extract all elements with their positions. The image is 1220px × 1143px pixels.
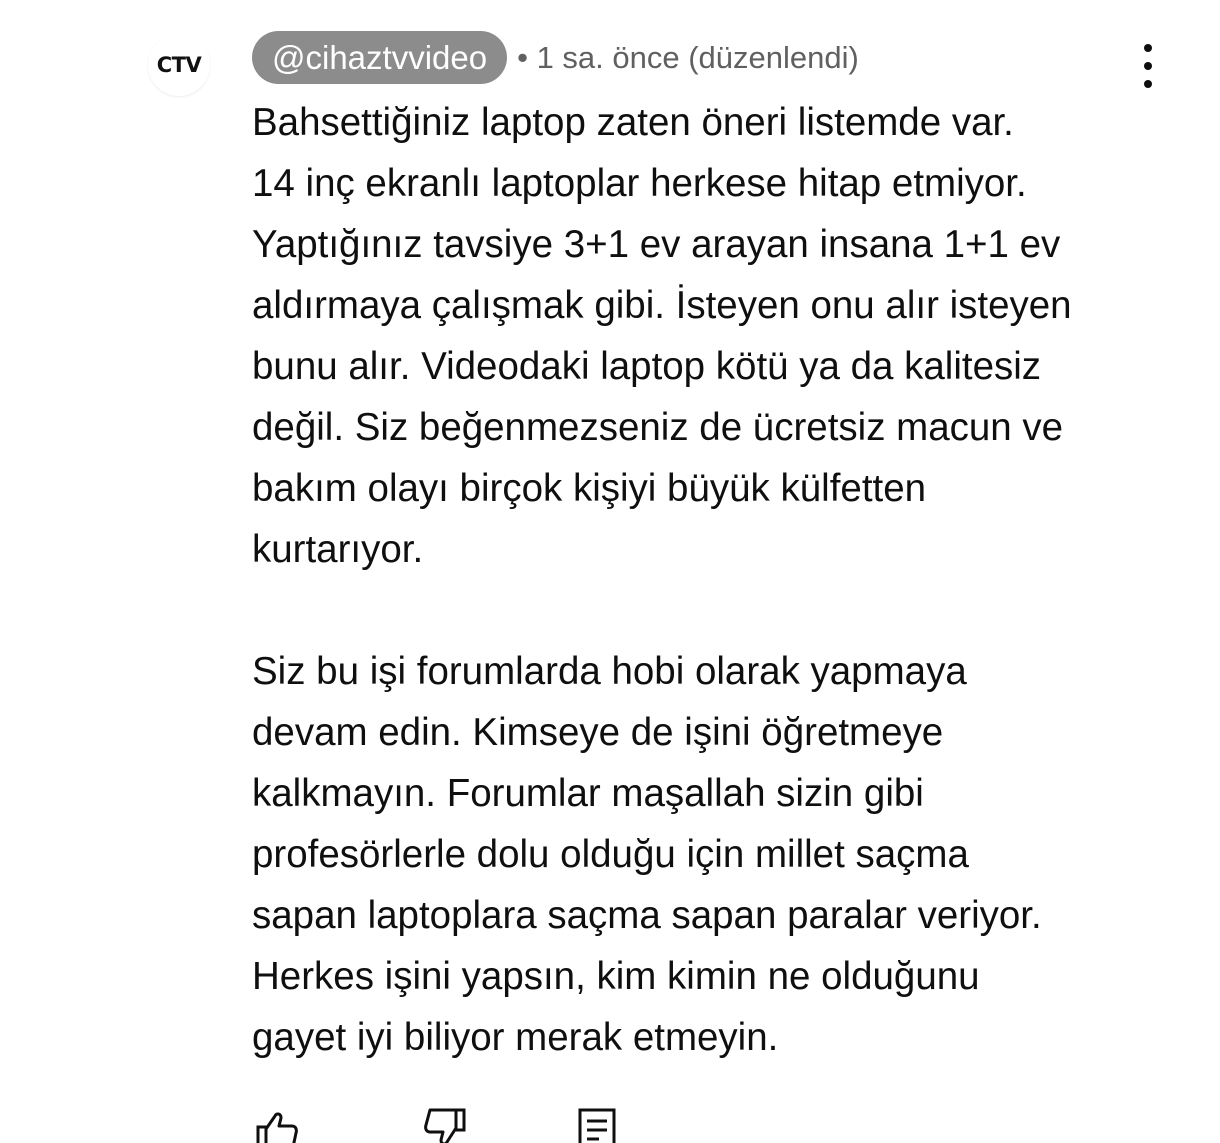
menu-dot — [1144, 62, 1152, 70]
thumb-down-icon — [422, 1108, 468, 1143]
comment-paragraph-1: Bahsettiğiniz laptop zaten öneri listemde var. 14 inç ekranlı laptoplar herkese hitap etmiyor. Yaptığınız tavsiye 3+1 ev arayan insana 1+1 ev aldırmaya çalışmak gibi. İsteyen onu alır isteyen bunu alır. Videodaki laptop kötü ya da kalitesiz değil. Siz beğenmezseniz de ücretsiz macun ve bakım olayı birçok kişiyi büyük külfetten kurtarıyor. — [252, 101, 1072, 571]
dislike-button[interactable] — [422, 1108, 468, 1143]
comment-actions — [254, 1108, 620, 1143]
comment-paragraph-2: Siz bu işi forumlarda hobi olarak yapmaya devam edin. Kimseye de işini öğretmeye kalkmayın. Forumlar maşallah sizin gibi profesörlerle dolu olduğu için millet saçma sapan laptoplara saçma sapan paralar veriyor. Herkes işini yapsın, kim kimin ne olduğunu gayet iyi biliyor merak etmeyin. — [252, 650, 1042, 1059]
menu-dot — [1144, 80, 1152, 88]
reply-button[interactable] — [574, 1108, 620, 1143]
menu-dot — [1144, 44, 1152, 52]
comment-header — [252, 31, 859, 84]
thumb-up-icon — [254, 1108, 300, 1143]
like-button[interactable] — [254, 1108, 300, 1143]
comment-timestamp: • 1 sa. önce (düzenlendi) — [517, 39, 859, 75]
more-options-icon[interactable] — [1128, 44, 1168, 88]
avatar-logo-text: CTV — [156, 53, 202, 77]
author-handle-badge[interactable]: @cihaztvvideo — [252, 31, 507, 84]
comment-text — [252, 92, 1172, 1068]
reply-comment-icon — [574, 1108, 620, 1143]
channel-avatar[interactable] — [148, 34, 210, 96]
